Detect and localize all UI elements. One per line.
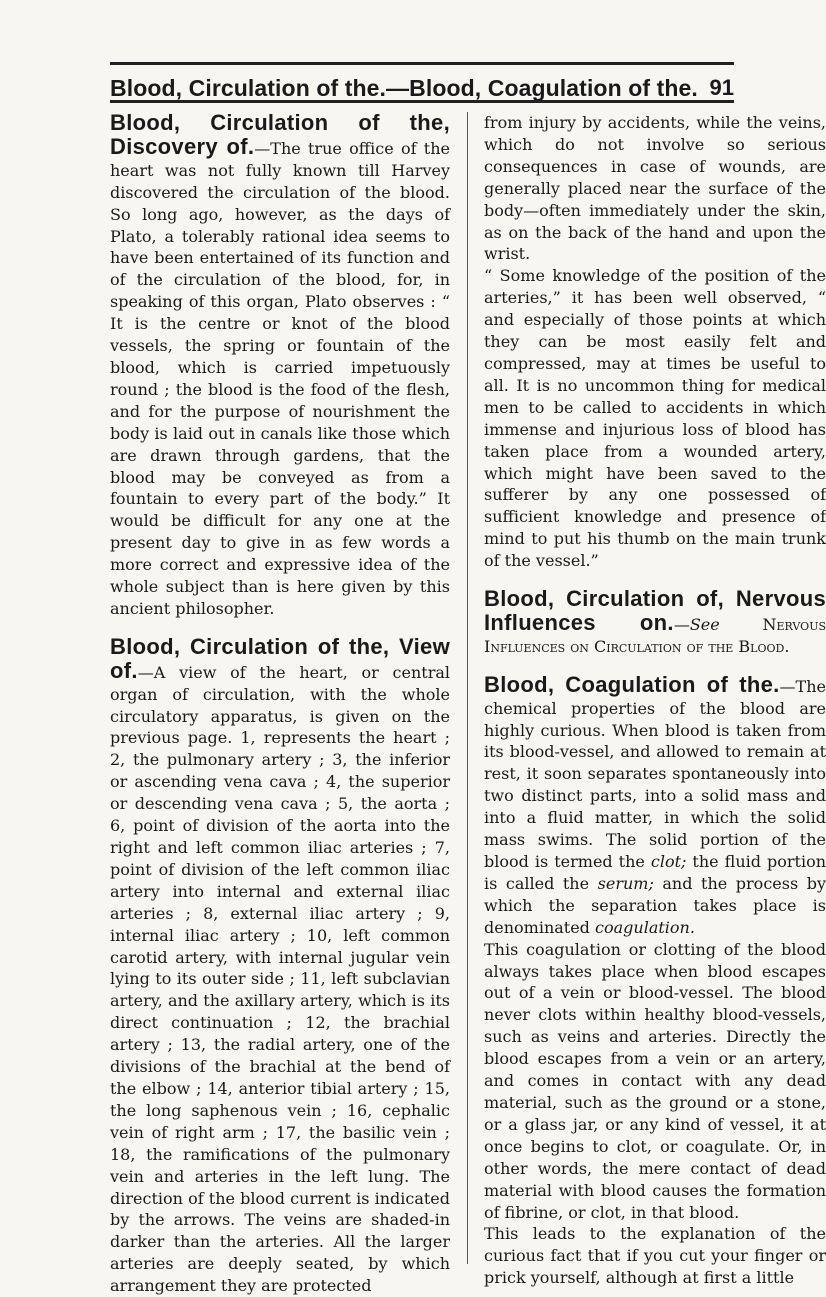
left-column: [110, 112, 450, 1297]
term-clot: clot;: [650, 852, 687, 871]
entry-body: —The true office of the heart was not fully known till Harvey discovered the circulation of the blood. So long ago, however, as the days of Plato, a tolerably rational idea seems to have been entertained of its function and of the circulation of the blood, for, in speaking of this organ, Plato observes : “ It is the centre or knot of the blood vessels, the spring or fountain of the blood, which is carried impetuously round ; the blood is the food of the flesh, and for the purpose of nourishment the body is laid out in canals like those which are drawn through gardens, that the blood may be conveyed as from a fountain to every part of the body.” It would be difficult for any one at the present day to give in as few words a more correct and expressive idea of the whole subject than is here given by this ancient philosopher.: [110, 138, 450, 618]
quote-paragraph: “ Some knowledge of the position of the arteries,” it has been well observed, “ and especially of those points at which they can be most easily felt and compressed, may at times be useful to all. It is no uncommon thing for medical men to be called to accidents in which immense and injurious loss of blood has taken place from a wounded artery, which might have been saved to the sufferer by any one possessed of sufficient knowledge and presence of mind to put his thumb on the main trunk of the vessel.”: [484, 266, 826, 571]
entry-coagulation: [484, 671, 826, 939]
continuation-paragraph: from injury by accidents, while the veins, which do not involve so serious consequences in case of wounds, are generally placed near the surface of the body—often immediately under the skin, as on the back of the hand and upon the wrist.: [484, 113, 826, 264]
coagulation-paragraph-2: This coagulation or clotting of the blood always takes place when blood escapes out of a vein or blood-vessel. The blood never clots within healthy blood-vessels, such as veins and arteries. Directly the blood escapes from a vein or an artery, and comes in contact with any dead material, such as the ground or a stone, or a glass jar, or any kind of vessel, it at once begins to clot, or coagulate. Or, in other words, the mere contact of dead material with blood causes the formation of fibrine, or clot, in that blood.: [484, 939, 826, 1222]
entry-view: [110, 633, 450, 1297]
cross-reference-link[interactable]: Nervous Influences on Circulation of the Blood.: [484, 614, 826, 656]
see-word: See: [689, 614, 720, 634]
page-number: 91: [709, 75, 734, 100]
entry-title: Blood, Circulation of, Nervous Influences on.: [484, 586, 826, 635]
entry-title: Blood, Coagulation of the.: [484, 671, 780, 697]
entry-discovery: [110, 112, 450, 620]
entry-nervous-influences: [484, 588, 826, 658]
entry-title: Blood, Circulation of the, Discovery of.: [110, 110, 450, 159]
running-head: Blood, Circulation of the.—Blood, Coagulation of the.: [110, 74, 698, 101]
right-column: [484, 112, 826, 1289]
header-rule: [110, 100, 734, 103]
see-prefix: —: [673, 614, 690, 634]
term-serum: serum;: [597, 873, 654, 893]
entry-body: —The chemical properties of the blood are highly curious. When blood is taken from its blood-vessel, and allowed to remain at rest, it soon separates spontaneously into two distinct parts, into a solid mass and into a fluid matter, in which the solid mass swims. The solid portion of the blood is termed the: [484, 676, 826, 871]
entry-body: the fluid portion is called the: [484, 852, 826, 893]
coagulation-paragraph-3: This leads to the explanation of the curious fact that if you cut your finger or prick yourself, although at first a little: [484, 1224, 826, 1288]
page-header: [110, 66, 734, 110]
entry-body: and the process by which the separation takes place is denominated: [484, 873, 826, 937]
term-coagulation: coagulation.: [595, 917, 695, 937]
top-rule: [110, 62, 734, 65]
entry-body: —A view of the heart, or central organ of circulation, with the whole circulatory apparatus, is given on the previous page. 1, represents the heart ; 2, the pulmonary artery ; 3, the inferior or ascending vena cava ; 4, the superior or descending vena cava ; 5, the aorta ; 6, point of division of the aorta into the right and left common iliac arteries ; 7, point of division of the left common iliac artery into internal and external iliac arteries ; 8, external iliac artery ; 9, internal iliac artery ; 10, left common carotid artery, with internal jugular vein lying to its outer side ; 11, left subclavian artery, and the axillary artery, which is its direct continuation ; 12, the brachial artery ; 13, the radial artery, one of the divisions of the brachial at the bend of the elbow ; 14, anterior tibial artery ; 15, the long saphenous vein ; 16, cephalic vein of right arm ; 17, the basilic vein ; 18, the ramifications of the pulmonary vein and arteries in the left lung. The direction of the blood current is indicated by the arrows. The veins are shaded-in darker than the arteries. All the larger arteries are deeply seated, by which arrangement they are protected: [110, 662, 450, 1296]
entry-title: Blood, Circulation of the, View of.: [110, 633, 450, 683]
column-divider: [467, 112, 468, 1264]
